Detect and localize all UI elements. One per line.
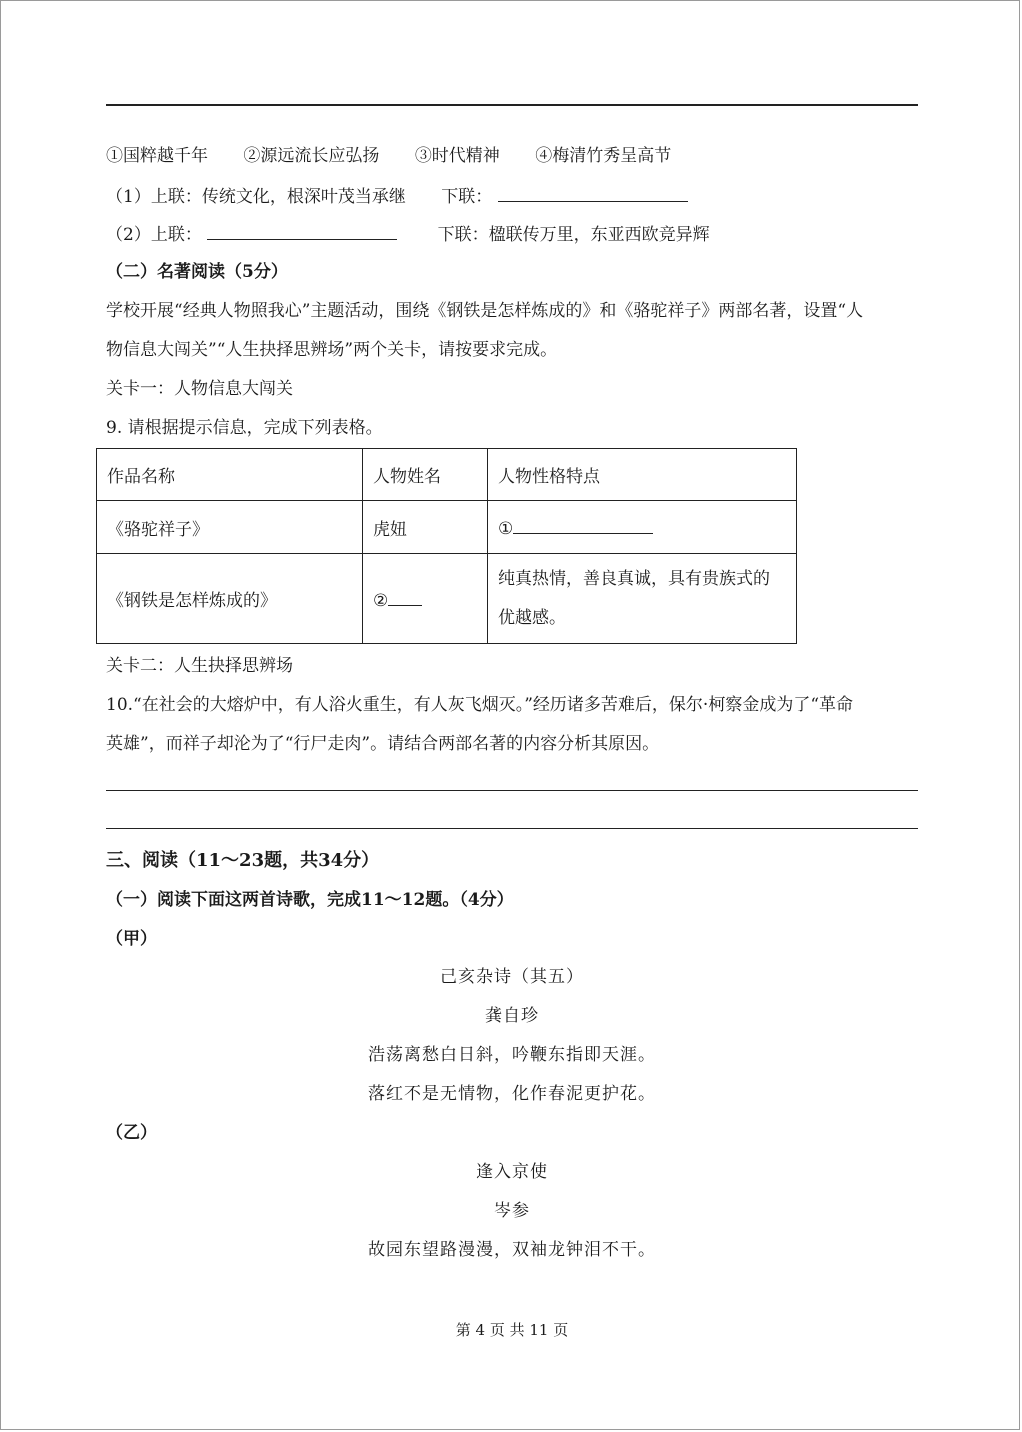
intro-line-2: 物信息大闯关”“人生抉择思辨场”两个关卡，请按要求完成。: [106, 340, 558, 360]
table-header-row: [97, 449, 797, 501]
question-10-line-1: 10.“在社会的大熔炉中，有人浴火重生，有人灰飞烟灭。”经历诸多苦难后，保尔·柯察金成为了“革命: [106, 695, 854, 715]
intro-line-1: 学校开展“经典人物照我心”主题活动，围绕《钢铁是怎样炼成的》和《骆驼祥子》两部名著，设置“人: [106, 301, 864, 321]
couplet-1: [106, 183, 688, 209]
section-2-title: （二）名著阅读（5分）: [106, 262, 288, 282]
couplet-2-answer-blank[interactable]: [207, 221, 397, 240]
couplet-1-answer-blank[interactable]: [498, 183, 688, 202]
options-row: [106, 144, 671, 168]
yi-label: （乙）: [106, 1123, 157, 1143]
option-4: ④梅清竹秀呈高节: [535, 146, 672, 166]
cell-name: 虎妞: [363, 501, 488, 554]
couplet-2-upper-label: （2）上联：: [106, 225, 202, 245]
answer-line-1[interactable]: [106, 790, 918, 791]
poem-2-line-1: 故园东望路漫漫，双袖龙钟泪不干。: [368, 1240, 656, 1260]
option-1: ①国粹越千年: [106, 146, 208, 166]
question-9: 9. 请根据提示信息，完成下列表格。: [106, 418, 383, 438]
poem-2-title: 逢入京使: [476, 1162, 548, 1182]
poem-1-author: 龚自珍: [485, 1006, 539, 1026]
table-row: [97, 554, 797, 644]
table-row: [97, 501, 797, 554]
option-3: ③时代精神: [414, 146, 500, 166]
couplet-2-lower: 下联：楹联传万里，东亚西欧竞异辉: [437, 225, 710, 245]
blank-marker-2: ②: [373, 590, 389, 611]
blank-marker-1: ①: [498, 519, 514, 539]
question-10-line-2: 英雄”，而祥子却沦为了“行尸走肉”。请结合两部名著的内容分析其原因。: [106, 734, 660, 754]
poem-1-line-2: 落红不是无情物，化作春泥更护花。: [368, 1084, 656, 1104]
cell-name: [363, 554, 488, 644]
couplet-1-upper: （1）上联：传统文化，根深叶茂当承继: [106, 187, 406, 207]
trait-line-2: 优越感。: [498, 607, 566, 628]
section-3-title: 三、阅读（11～23题，共34分）: [106, 850, 380, 871]
cell-trait: [488, 501, 797, 554]
cell-work: 《骆驼祥子》: [97, 501, 363, 554]
page-footer: 第 4 页 共 11 页: [455, 1321, 569, 1339]
part-1-title: （一）阅读下面这两首诗歌，完成11～12题。（4分）: [106, 890, 514, 910]
level-2-label: 关卡二：人生抉择思辨场: [106, 656, 293, 676]
poem-1-line-1: 浩荡离愁白日斜，吟鞭东指即天涯。: [368, 1045, 656, 1065]
answer-line-2[interactable]: [106, 828, 918, 829]
poem-2-author: 岑参: [494, 1201, 530, 1221]
trait-answer-blank[interactable]: [513, 515, 653, 534]
header-trait: 人物性格特点: [488, 449, 797, 501]
cell-work: 《钢铁是怎样炼成的》: [97, 554, 363, 644]
cell-trait: [488, 554, 797, 644]
jia-label: （甲）: [106, 929, 157, 949]
option-2: ②源远流长应弘扬: [243, 146, 380, 166]
level-1-label: 关卡一：人物信息大闯关: [106, 379, 293, 399]
couplet-2: [106, 221, 710, 247]
trait-line-1: 纯真热情，善良真诚，具有贵族式的: [498, 568, 770, 589]
header-name: 人物姓名: [363, 449, 488, 501]
couplet-1-lower-label: 下联：: [441, 187, 493, 207]
name-answer-blank[interactable]: [388, 587, 422, 606]
poem-1-title: 己亥杂诗（其五）: [440, 967, 584, 987]
character-table: [96, 448, 797, 644]
header-work: 作品名称: [97, 449, 363, 501]
top-divider: [106, 104, 918, 106]
